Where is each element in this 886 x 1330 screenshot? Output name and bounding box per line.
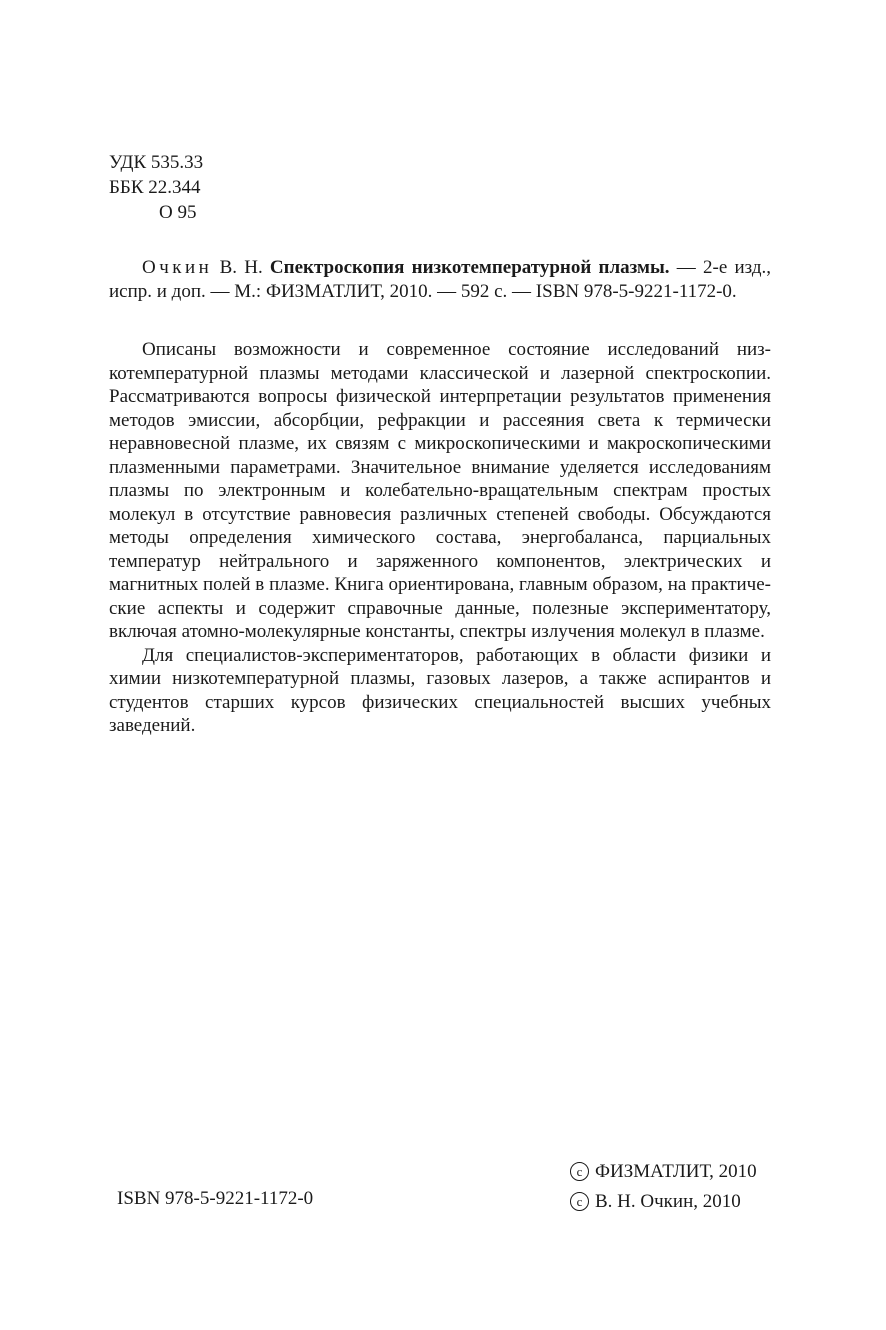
copyright-icon: c [570, 1162, 589, 1181]
copyright-block [570, 1157, 757, 1217]
copyright-publisher: ФИЗМАТЛИТ, 2010 [595, 1161, 757, 1182]
author-initials: В. Н. [212, 257, 270, 278]
bibliographic-record [109, 256, 771, 303]
isbn-number: ISBN 978-5-9221-1172-0 [117, 1188, 314, 1209]
bibliographic-entry [109, 256, 771, 303]
audience-paragraph: Для специалистов-экспериментаторов, работающих в области физики и химии низкотемпературной плазмы, газовых лазеров, а также аспирантов и студентов старших курсов физических специальностей высших учебных заведений. [109, 644, 771, 736]
abstract-paragraph: Описаны возможности и современное состояние исследований низкотемпературной плазмы методами классической и лазерной спектроскопии. Рассматриваются вопросы физической интерпретации результатов применения методов эмиссии, абсорбции, рефракции и рассеяния света к термически неравновесной плазме, их связям с микроскопическими и макроскопическими плазменными параметрами. Значительное внимание уделяется исследованиям плазмы по электронным и колебательно-вращательным спектрам простых молекул в отсутствие равновесия различных степеней свободы. Обсуждаются методы определения химического состава, энергобаланса, парциальных температур нейтрального и заряженного компонентов, электрических и магнитных полей в плазме. Книга ориентирована, главным образом, на практические аспекты и содержит справочные данные, полезные экспериментатору, включая атомно-молекулярные константы, спектры излучения молекул в плазме. [109, 339, 771, 642]
bbk-code: ББК 22.344 [109, 177, 201, 198]
copyright-author: В. Н. Очкин, 2010 [595, 1191, 741, 1212]
author-surname: Очкин [142, 257, 213, 278]
classification-codes [109, 150, 203, 225]
copyright-author-line [570, 1187, 757, 1217]
author-mark: О 95 [159, 202, 197, 223]
udk-code: УДК 535.33 [109, 152, 204, 173]
abstract [109, 338, 771, 738]
copyright-icon: c [570, 1192, 589, 1211]
edition-details: — 2-е изд., испр. и доп. — М.: ФИЗМАТЛИТ, 2010. — 592 с. — ISBN 978-5-9221-1172-0. [109, 257, 771, 302]
copyright-publisher-line [570, 1157, 757, 1187]
book-title: Спектроскопия низкотемпературной плазмы. [269, 257, 670, 278]
